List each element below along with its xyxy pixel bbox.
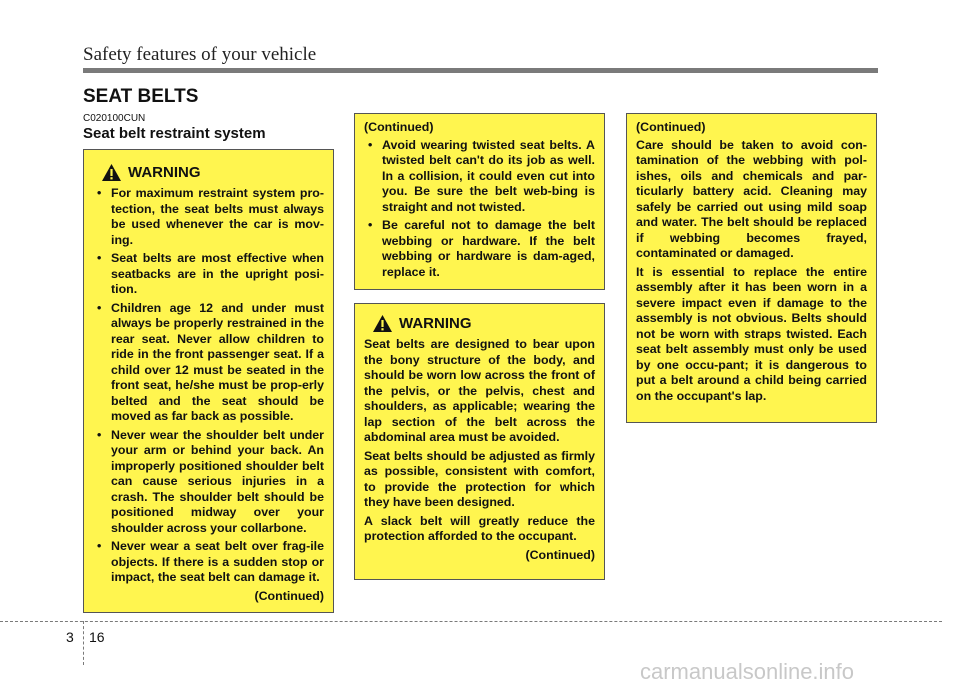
list-item: • Never wear a seat belt over frag-ile objects. If there is a sudden stop or impact, the seat belt can damage it.: [93, 539, 324, 586]
warning-triangle-icon: [372, 314, 393, 333]
list-item: • Avoid wearing twisted seat belts. A twisted belt can't do its job as well. In a collision, it could even cut into you. Be sure the belt web-bing is straight and not twisted.: [364, 138, 595, 216]
footer-dashed-rule: [0, 621, 942, 622]
list-item: • Children age 12 and under must always be properly restrained in the rear seat. Never allow children to ride in the front passenger seat. If a child over 12 must be seated in the front seat, he/she must be prop-erly belted and the seat should be moved as far back as possible.: [93, 301, 324, 425]
continued-list: [364, 138, 595, 281]
warning-box-1: [83, 149, 334, 613]
warning-label: WARNING: [128, 163, 201, 181]
section-code: C020100CUN: [83, 113, 146, 124]
watermark: carmanualsonline.info: [640, 659, 855, 684]
continued-label: (Continued): [525, 547, 595, 562]
continued-box-2: [354, 113, 605, 290]
warning-triangle-icon: [101, 163, 122, 182]
warning-list: [93, 186, 324, 586]
page-header-title: Safety features of your vehicle: [83, 44, 317, 65]
list-item: • For maximum restraint system pro-tection, the seat belts must always be used whenever the car is mov-ing.: [93, 186, 324, 248]
list-item: • Be careful not to damage the belt webbing or hardware. If the belt webbing or hardware is dam-aged, replace it.: [364, 218, 595, 280]
paragraph: Care should be taken to avoid con-tamination of the webbing with pol-ishes, oils and chemicals and par-ticularly battery acid. Cleaning may safely be carried out using mild soap and water. The belt should be replaced if webbing becomes frayed, contaminated or damaged.: [636, 137, 867, 260]
warning-box-2: [354, 303, 605, 580]
list-item: • Never wear the shoulder belt under your arm or behind your back. An improperly positioned shoulder belt can cause serious injuries in a crash. The shoulder belt should be positioned midway over your shoulder across your collarbone.: [93, 428, 324, 537]
continued-label: (Continued): [636, 120, 706, 134]
continued-label: (Continued): [254, 588, 324, 603]
continued-label: (Continued): [364, 120, 434, 134]
header-rule: [83, 68, 878, 73]
chapter-number: 3: [66, 629, 74, 645]
footer-divider: [83, 621, 84, 665]
paragraph: It is essential to replace the entire assembly after it has been worn in a severe impact even if damage to the assembly is not obvious. Belts should not be worn with straps twisted. Each seat belt assembly must only be used by one occu-pant; it is dangerous to put a belt around a child being carried on the occupant's lap.: [636, 264, 867, 403]
page-number: 16: [89, 629, 105, 645]
warning-header: [372, 314, 595, 333]
warning-header: [101, 163, 324, 182]
paragraph: Seat belts should be adjusted as firmly as possible, consistent with comfort, to provide the protection for which they have been designed.: [364, 448, 595, 509]
paragraph: A slack belt will greatly reduce the protection afforded to the occupant.: [364, 513, 595, 543]
section-title: SEAT BELTS: [83, 86, 199, 107]
continued-box-4: [626, 113, 877, 423]
subheading: Seat belt restraint system: [83, 125, 266, 142]
paragraph: Seat belts are designed to bear upon the bony structure of the body, and should be worn low across the front of the pelvis, or the pelvis, chest and shoulders, as applicable; wearing the lap section of the belt across the abdominal area must be avoided.: [364, 337, 595, 444]
list-item: • Seat belts are most effective when seatbacks are in the upright posi-tion.: [93, 251, 324, 298]
warning-label: WARNING: [399, 314, 472, 332]
